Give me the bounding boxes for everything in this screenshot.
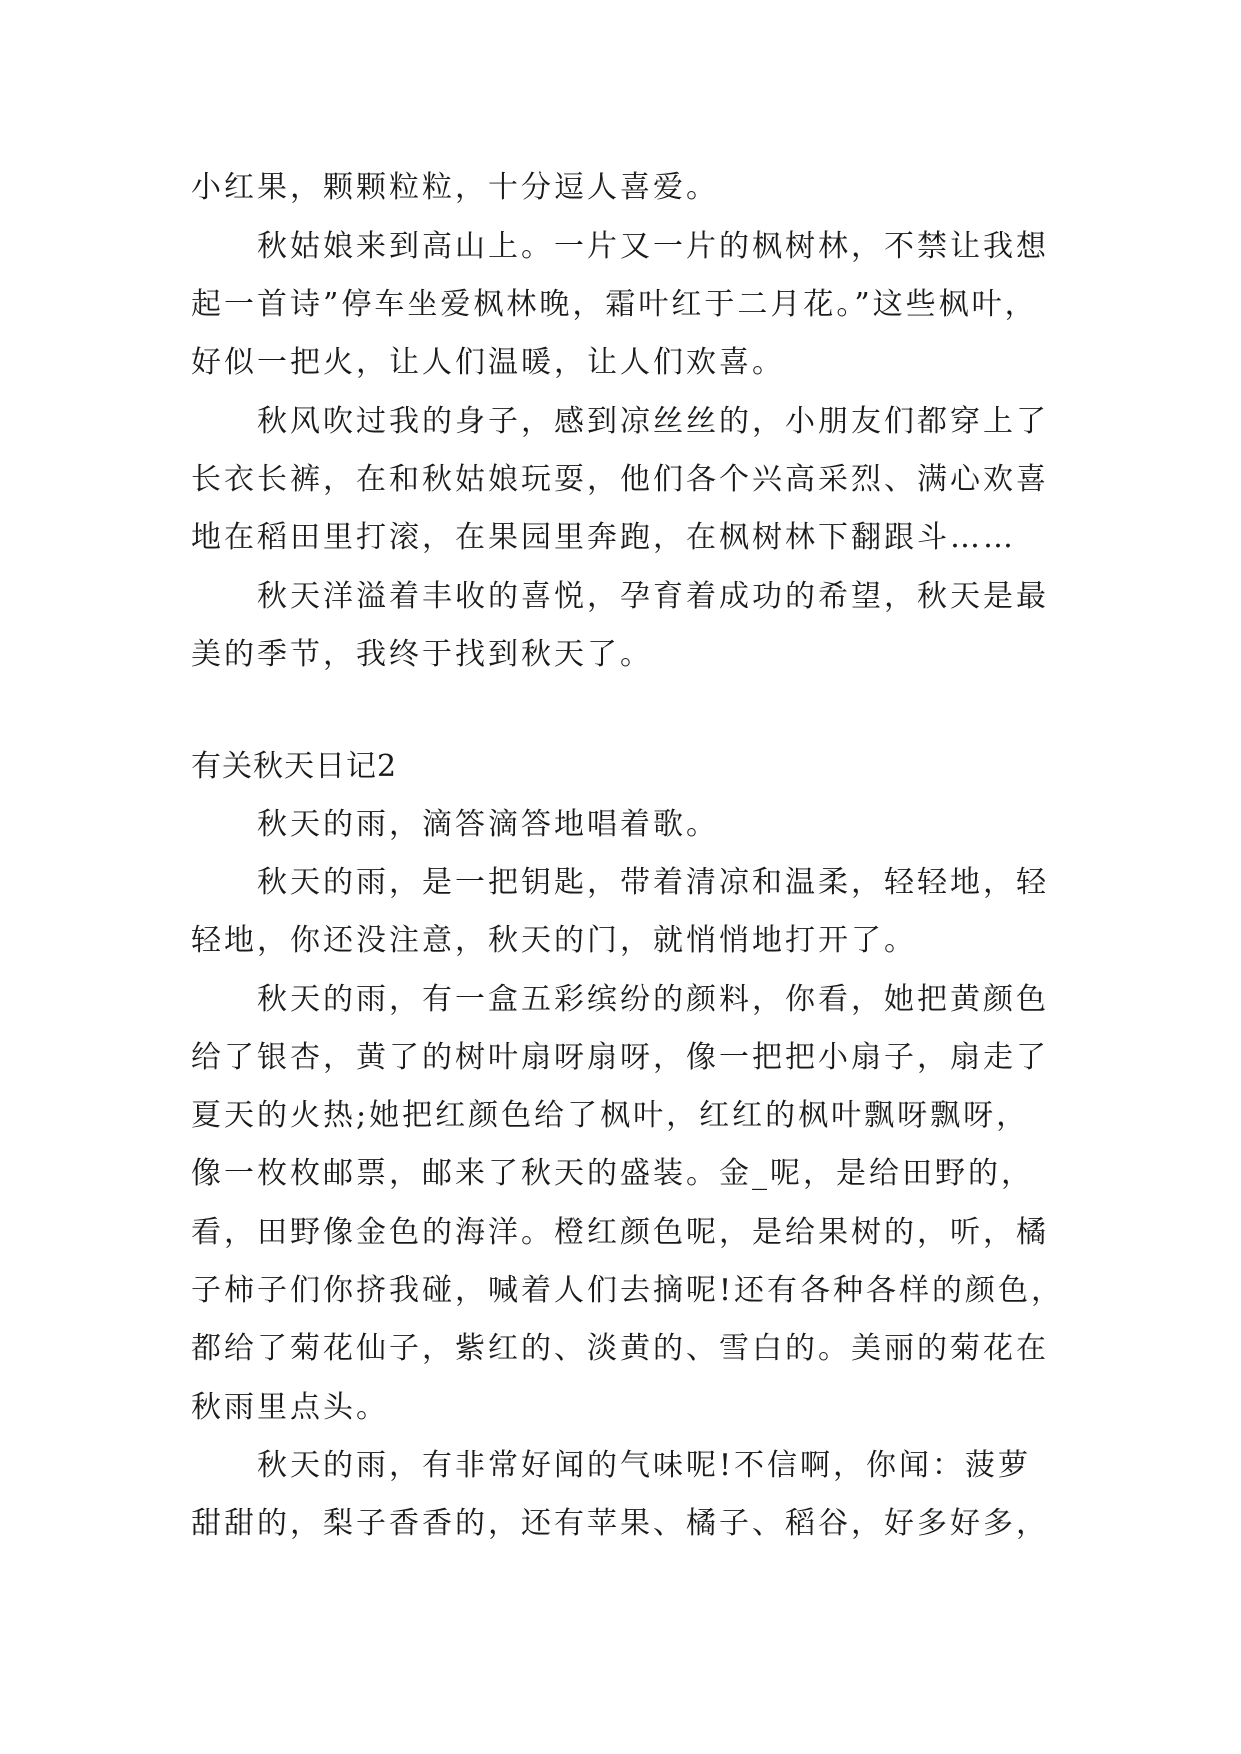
paragraph-line: 子柿子们你挤我碰，喊着人们去摘呢!还有各种各样的颜色， — [191, 1273, 1065, 1308]
paragraph-line: 秋天的雨，是一把钥匙，带着清凉和温柔，轻轻地，轻 — [257, 865, 1049, 900]
paragraph-line: 起一首诗”停车坐爱枫林晚，霜叶红于二月花。”这些枫叶， — [191, 287, 1038, 322]
paragraph-line: 夏天的火热;她把红颜色给了枫叶，红红的枫叶飘呀飘呀， — [191, 1098, 1030, 1133]
paragraph-line: 像一枚枚邮票，邮来了秋天的盛装。金_呢，是给田野的， — [191, 1156, 1034, 1191]
paragraph-line: 秋天的雨，有非常好闻的气味呢!不信啊，你闻：菠萝 — [257, 1448, 1032, 1483]
paragraph-line: 秋天洋溢着丰收的喜悦，孕育着成功的希望，秋天是最 — [257, 579, 1049, 614]
paragraph-line: 秋天的雨，滴答滴答地唱着歌。 — [257, 807, 719, 842]
section-heading: 有关秋天日记2 — [191, 749, 398, 784]
paragraph-line: 地在稻田里打滚，在果园里奔跑，在枫树林下翻跟斗…… — [191, 520, 1016, 555]
paragraph-line: 都给了菊花仙子，紫红的、淡黄的、雪白的。美丽的菊花在 — [191, 1331, 1049, 1366]
paragraph-line: 给了银杏，黄了的树叶扇呀扇呀，像一把把小扇子，扇走了 — [191, 1040, 1049, 1075]
paragraph-line: 小红果，颗颗粒粒，十分逗人喜爱。 — [191, 170, 719, 205]
paragraph-line: 轻地，你还没注意，秋天的门，就悄悄地打开了。 — [191, 923, 917, 958]
paragraph-line: 好似一把火，让人们温暖，让人们欢喜。 — [191, 345, 785, 380]
paragraph-line: 长衣长裤，在和秋姑娘玩耍，他们各个兴高采烈、满心欢喜 — [191, 462, 1049, 497]
paragraph-line: 秋雨里点头。 — [191, 1390, 389, 1425]
paragraph-line: 甜甜的，梨子香香的，还有苹果、橘子、稻谷，好多好多， — [191, 1506, 1049, 1541]
paragraph-line: 秋天的雨，有一盒五彩缤纷的颜料，你看，她把黄颜色 — [257, 982, 1049, 1017]
paragraph-line: 看，田野像金色的海洋。橙红颜色呢，是给果树的，听，橘 — [191, 1215, 1049, 1250]
paragraph-line: 美的季节，我终于找到秋天了。 — [191, 637, 653, 672]
paragraph-line: 秋姑娘来到高山上。一片又一片的枫树林，不禁让我想 — [257, 229, 1049, 264]
paragraph-line: 秋风吹过我的身子，感到凉丝丝的，小朋友们都穿上了 — [257, 404, 1049, 439]
